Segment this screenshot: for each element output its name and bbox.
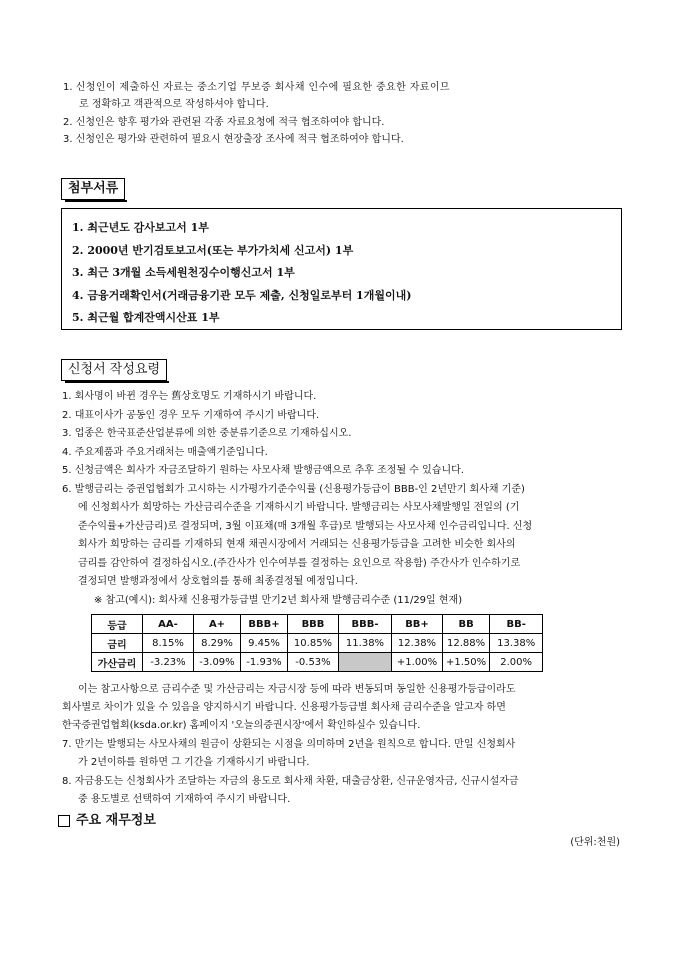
guide-item-7: 7. 만기는 발행되는 사모사채의 원금이 상환되는 시점을 의미하며 2년을 원칙으로 합니다. 만일 신청회사	[62, 739, 516, 750]
financial-title: 주요 재무정보	[76, 813, 156, 828]
financial-heading	[58, 809, 156, 828]
square-bullet-icon	[58, 815, 70, 827]
intro-item-2	[63, 116, 384, 129]
rate-cell: -0.53%	[288, 653, 339, 672]
rate-table-row	[92, 634, 543, 653]
rate-cell: 12.88%	[443, 634, 490, 653]
attachments-title: 첨부서류	[61, 178, 125, 200]
intro-item-3	[63, 133, 404, 146]
rate-header-cell: 등급	[92, 615, 143, 634]
intro-item-1-cont: 로 정확하고 객관적으로 작성하셔야 합니다.	[79, 99, 269, 110]
attachment-item: 2. 2000년 반기검토보고서(또는 부가가치세 신고서) 1부	[72, 244, 354, 257]
rate-cell: 12.38%	[392, 634, 443, 653]
rate-header-cell: BB	[443, 615, 490, 634]
after-table-note: 한국증권업협회(ksda.or.kr) 홈페이지 '오늘의증권시장'에서 확인하실수 있습니다.	[62, 720, 421, 731]
intro-text: 신청인은 향후 평가와 관련된 각종 자료요청에 적극 협조하여야 합니다.	[75, 117, 385, 128]
guide-item-6-cont: 회사가 희망하는 금리를 기재하되 현재 채권시장에서 거래되는 신용평가등급을 고려한 비슷한 회사의	[78, 539, 516, 550]
after-table-note: 회사별로 차이가 있을 수 있음을 양지하시기 바랍니다. 신용평가등급별 회사채 금리수준을 알고자 하면	[62, 702, 506, 713]
guide-item-6-cont: 에 신청회사가 희망하는 가산금리수준을 기재하시기 바랍니다. 발행금리는 사모사채발행일 전일의 (기	[78, 502, 520, 513]
rate-header-cell: AA-	[143, 615, 194, 634]
intro-num: 3.	[63, 134, 73, 145]
rate-table-row	[92, 653, 543, 672]
guide-item-8-cont: 중 용도별로 선택하여 기재하여 주시기 바랍니다.	[78, 794, 291, 805]
rate-row-label: 금리	[92, 634, 143, 653]
intro-num: 2.	[63, 117, 73, 128]
rate-cell: -3.09%	[194, 653, 241, 672]
intro-text: 신청인은 평가와 관련하여 필요시 현장출장 조사에 적극 협조하여야 합니다.	[75, 134, 404, 145]
attachments-box	[61, 208, 622, 330]
guide-item-5: 5. 신청금액은 회사가 자금조달하기 원하는 사모사채 발행금액으로 추후 조정될 수 있습니다.	[62, 465, 464, 476]
rate-header-cell: BBB+	[241, 615, 288, 634]
attachment-item: 1. 최근년도 감사보고서 1부	[72, 221, 209, 234]
rate-cell: 9.45%	[241, 634, 288, 653]
unit-label: (단위:천원)	[570, 837, 620, 848]
rate-header-cell: BBB	[288, 615, 339, 634]
rate-table-header	[92, 615, 543, 634]
guide-item-6-cont: 준수익률+가산금리)로 결정되며, 3월 이표채(매 3개월 후급)로 발행되는 사모사채 인수금리입니다. 신청	[78, 521, 533, 532]
guide-item-7-cont: 가 2년이하를 원하면 그 기간을 기재하시기 바랍니다.	[78, 757, 310, 768]
intro-item-1	[63, 81, 450, 94]
guide-item-4: 4. 주요제품과 주요거래처는 매출액기준입니다.	[62, 447, 268, 458]
rate-cell: -3.23%	[143, 653, 194, 672]
guide-item-6-cont: 결정되면 발행과정에서 상호협의를 통해 최종결정될 예정입니다.	[78, 576, 358, 587]
guide-item-3: 3. 업종은 한국표준산업분류에 의한 중분류기준으로 기재하십시오.	[62, 428, 352, 439]
intro-num: 1.	[63, 82, 73, 93]
rate-cell: -1.93%	[241, 653, 288, 672]
guide-title: 신청서 작성요령	[61, 359, 167, 381]
rate-header-cell: BB-	[490, 615, 543, 634]
guide-item-6-cont: 금리를 감안하여 결정하십시오.(주간사가 인수여부를 결정하는 요인으로 작용함) 주간사가 인수하기로	[78, 558, 521, 569]
guide-item-1: 1. 회사명이 바뀐 경우는 舊상호명도 기재하시기 바랍니다.	[62, 391, 317, 402]
rate-header-cell: BBB-	[339, 615, 392, 634]
rate-table	[91, 614, 543, 672]
rate-cell: 2.00%	[490, 653, 543, 672]
rate-cell: 10.85%	[288, 634, 339, 653]
rate-header-cell: A+	[194, 615, 241, 634]
attachment-item: 4. 금융거래확인서(거래금융기관 모두 제출, 신청일로부터 1개월이내)	[72, 289, 412, 302]
rate-cell: +1.50%	[443, 653, 490, 672]
intro-text: 신청인이 제출하신 자료는 중소기업 무보증 회사채 인수에 필요한 중요한 자료이므	[75, 82, 450, 93]
rate-row-label: 가산금리	[92, 653, 143, 672]
rate-cell: 13.38%	[490, 634, 543, 653]
rate-cell: 11.38%	[339, 634, 392, 653]
attachment-item: 5. 최근월 합계잔액시산표 1부	[72, 311, 220, 324]
guide-item-2: 2. 대표이사가 공동인 경우 모두 기재하여 주시기 바랍니다.	[62, 410, 320, 421]
rate-cell: 8.15%	[143, 634, 194, 653]
after-table-note: 이는 참고사항으로 금리수준 및 가산금리는 자금시장 등에 따라 변동되며 동일한 신용평가등급이라도	[78, 684, 516, 695]
rate-cell: +1.00%	[392, 653, 443, 672]
guide-item-6: 6. 발행금리는 증권업협회가 고시하는 시가평가기준수익률 (신용평가등급이 BBB-인 2년만기 회사채 기준)	[62, 484, 525, 495]
attachment-item: 3. 최근 3개월 소득세원천징수이행신고서 1부	[72, 266, 295, 279]
guide-item-8: 8. 자금용도는 신청회사가 조달하는 자금의 용도로 회사채 차환, 대출금상환, 신규운영자금, 신규시설자금	[62, 776, 519, 787]
rate-cell: 8.29%	[194, 634, 241, 653]
reference-note: ※ 참고(예시): 회사채 신용평가등급별 만기2년 회사채 발행금리수준 (11/29일 현재)	[94, 595, 463, 606]
rate-header-cell: BB+	[392, 615, 443, 634]
rate-cell-empty	[339, 653, 392, 672]
